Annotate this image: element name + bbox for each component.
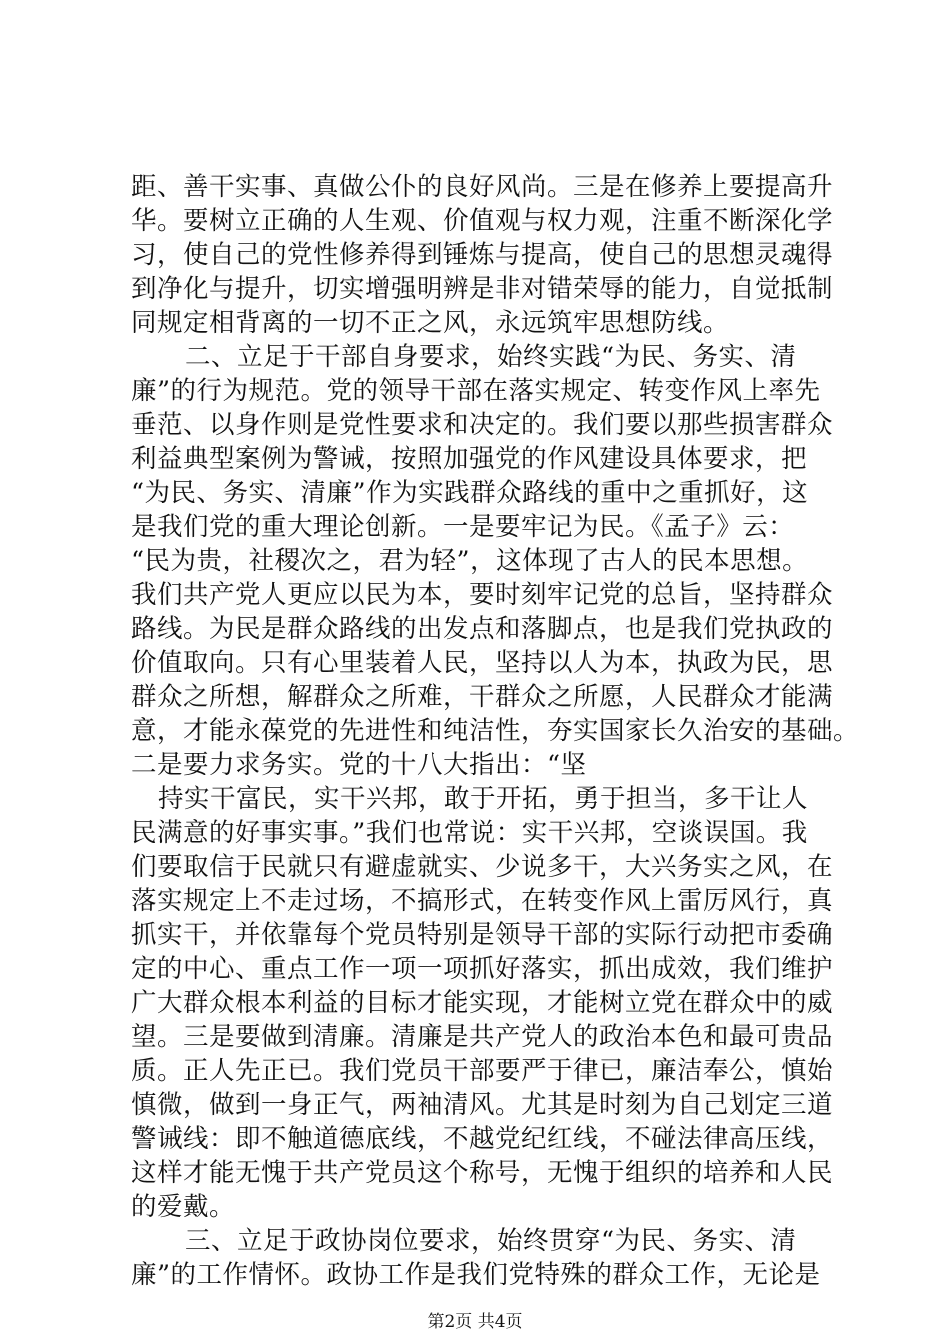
body-line: 民满意的好事实事。”我们也常说：实干兴邦，空谈误国。我 bbox=[131, 818, 808, 848]
body-line: 习，使自己的党性修养得到锤炼与提高，使自己的思想灵魂得 bbox=[131, 240, 834, 270]
body-line: 廉”的工作情怀。政协工作是我们党特殊的群众工作，无论是 bbox=[131, 1260, 821, 1290]
body-line: 我们共产党人更应以民为本，要时刻牢记党的总旨，坚持群众 bbox=[131, 580, 834, 610]
body-line: 这样才能无愧于共产党员这个称号，无愧于组织的培养和人民 bbox=[131, 1158, 834, 1188]
body-line: 价值取向。只有心里装着人民，坚持以人为本，执政为民，思 bbox=[131, 648, 834, 678]
body-line: 二是要力求务实。党的十八大指出：“坚 bbox=[131, 750, 587, 780]
body-line: 垂范、以身作则是党性要求和决定的。我们要以那些损害群众 bbox=[131, 410, 834, 440]
body-line: 是我们党的重大理论创新。一是要牢记为民。《孟子》云： bbox=[131, 512, 795, 542]
body-line: 落实规定上不走过场，不搞形式，在转变作风上雷厉风行，真 bbox=[131, 886, 834, 916]
body-line: 们要取信于民就只有避虚就实、少说多干，大兴务实之风，在 bbox=[131, 852, 834, 882]
body-line: 质。正人先正已。我们党员干部要严于律已，廉洁奉公，慎始 bbox=[131, 1056, 834, 1086]
body-line: 到净化与提升，切实增强明辨是非对错荣辱的能力，自觉抵制 bbox=[131, 274, 834, 304]
body-line: 意，才能永葆党的先进性和纯洁性，夯实国家长久治安的基础。 bbox=[131, 716, 860, 746]
body-line: 慎微，做到一身正气，两袖清风。尤其是时刻为自己划定三道 bbox=[131, 1090, 834, 1120]
body-line: 同规定相背离的一切不正之风，永远筑牢思想防线。 bbox=[131, 308, 730, 338]
body-line: 广大群众根本利益的目标才能实现，才能树立党在群众中的威 bbox=[131, 988, 834, 1018]
body-line: 廉”的行为规范。党的领导干部在落实规定、转变作风上率先 bbox=[131, 376, 821, 406]
body-line: 距、善干实事、真做公仆的良好风尚。三是在修养上要提高升 bbox=[131, 172, 834, 202]
page-footer: 第2页 共4页 bbox=[427, 1312, 523, 1332]
body-line: 利益典型案例为警诫，按照加强党的作风建设具体要求，把 bbox=[131, 444, 808, 474]
body-line: 的爱戴。 bbox=[131, 1192, 236, 1222]
body-line: “为民、务实、清廉”作为实践群众路线的重中之重抓好，这 bbox=[131, 478, 809, 508]
body-line: 持实干富民，实干兴邦，敢于开拓，勇于担当，多干让人 bbox=[158, 784, 809, 814]
body-line: 警诫线：即不触道德底线，不越党纪红线，不碰法律高压线， bbox=[131, 1124, 834, 1154]
section-heading-line: 三、立足于政协岗位要求，始终贯穿“为民、务实、清 bbox=[185, 1226, 797, 1256]
section-heading-line: 二、立足于干部自身要求，始终实践“为民、务实、清 bbox=[185, 342, 797, 372]
body-line: 抓实干，并依靠每个党员特别是领导干部的实际行动把市委确 bbox=[131, 920, 834, 950]
body-line: “民为贵，社稷次之，君为轻”，这体现了古人的民本思想。 bbox=[131, 546, 809, 576]
body-line: 华。要树立正确的人生观、价值观与权力观，注重不断深化学 bbox=[131, 206, 834, 236]
body-line: 望。三是要做到清廉。清廉是共产党人的政治本色和最可贵品 bbox=[131, 1022, 834, 1052]
body-line: 定的中心、重点工作一项一项抓好落实，抓出成效，我们维护 bbox=[131, 954, 834, 984]
body-line: 路线。为民是群众路线的出发点和落脚点，也是我们党执政的 bbox=[131, 614, 834, 644]
body-line: 群众之所想，解群众之所难，干群众之所愿，人民群众才能满 bbox=[131, 682, 834, 712]
